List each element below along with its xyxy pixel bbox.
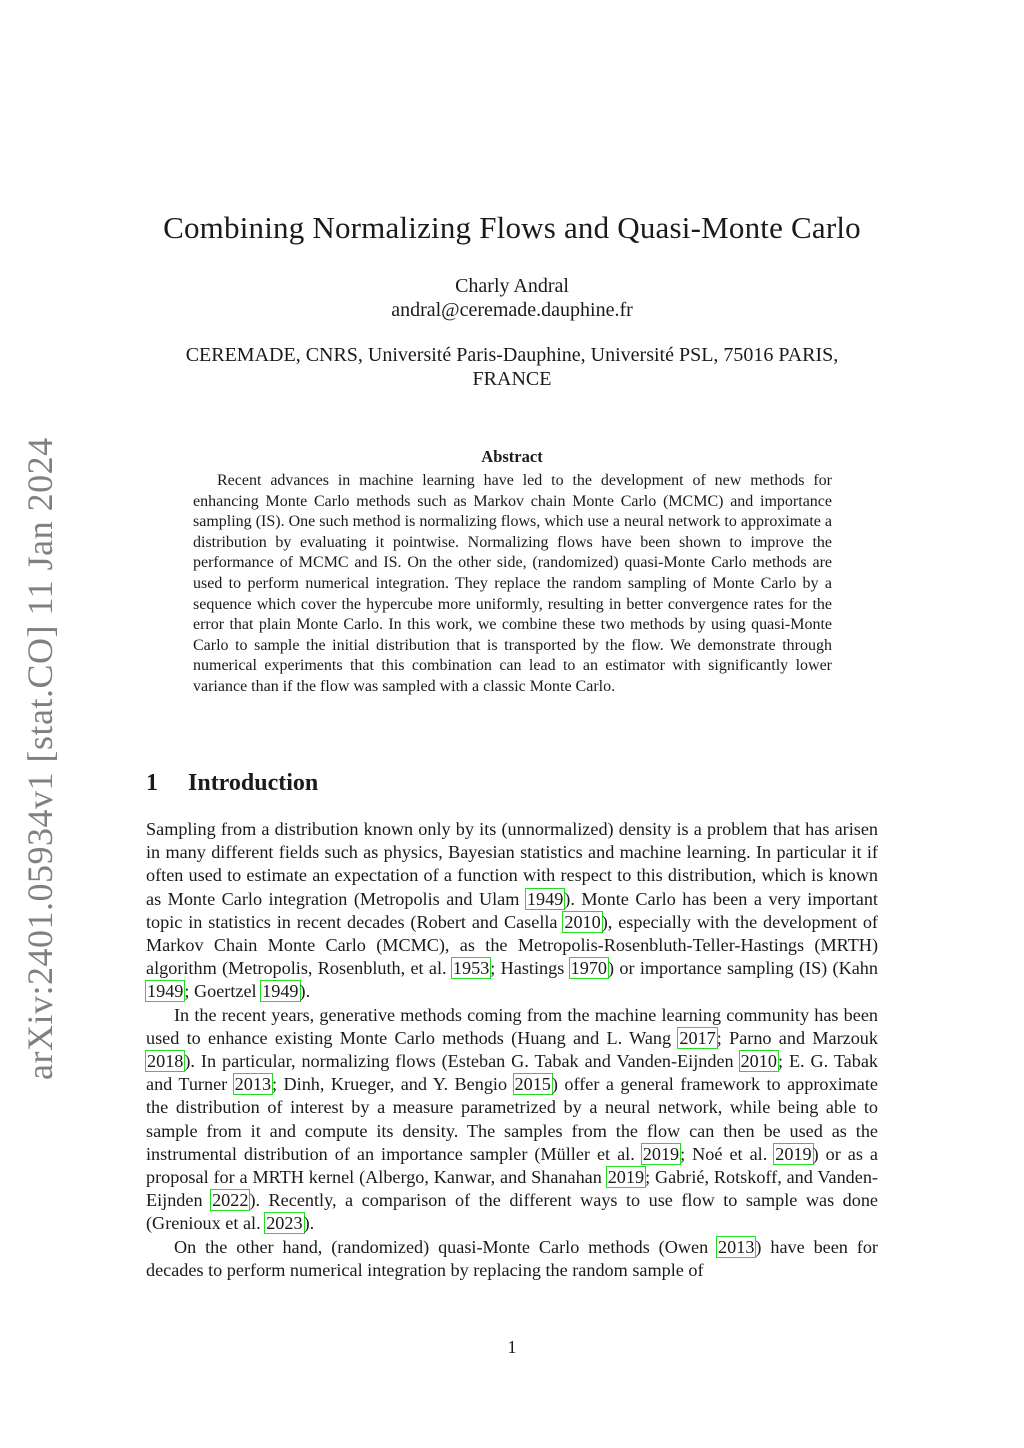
author-email[interactable]: andral@ceremade.dauphine.fr [391,299,633,321]
paragraph: On the other hand, (randomized) quasi-Monte Carlo methods (Owen 2013) have been for decades to perform numerical integration by replacing the random sample of [146,1236,878,1280]
citation-link[interactable]: 1949 [262,981,299,1002]
author-affiliation: CEREMADE, CNRS, Université Paris-Dauphine, Université PSL, 75016 PARIS, FRANCE [185,344,839,390]
citation-link[interactable]: 2010 [564,911,601,932]
citation-link[interactable]: 2023 [266,1213,303,1234]
citation-link[interactable]: 2010 [740,1051,777,1072]
citation-link[interactable]: 1949 [526,888,564,909]
citation-link[interactable]: 2015 [514,1074,551,1095]
citation-link[interactable]: 2022 [212,1190,249,1211]
citation-link[interactable]: 2019 [607,1167,645,1188]
introduction-body [146,818,878,1282]
paper-title: Combining Normalizing Flows and Quasi-Monte Carlo [163,210,861,245]
paragraph: Sampling from a distribution known only by its (unnormalized) density is a problem that has arisen in many different fields such as physics, Bayesian statistics and machine learning. In particular it if often used to estimate an expectation of a function with respect to this distribution, which is known as Monte Carlo integration (Metropolis and Ulam 1949). Monte Carlo has been a very important topic in statistics in recent decades (Robert and Casella 2010), especially with the development of Markov Chain Monte Carlo (MCMC), as the Metropolis-Rosenbluth-Teller-Hastings (MRTH) algorithm (Metropolis, Rosenbluth, et al. 1953; Hastings 1970) or importance sampling (IS) (Kahn 1949; Goertzel 1949). [146,819,878,1002]
citation-link[interactable]: 2018 [147,1051,184,1072]
paragraph: In the recent years, generative methods coming from the machine learning community has been used to enhance existing Monte Carlo methods (Huang and L. Wang 2017; Parno and Marzouk 2018). In particular, normalizing flows (Esteban G. Tabak and Vanden-Eijnden 2010; E. G. Tabak and Turner 2013; Dinh, Krueger, and Y. Bengio 2015) offer a general framework to approximate the distribution of interest by a measure parametrized by a neural network, while being able to sample from it and compute its density. The samples from the flow can then be used as the instrumental distribution of an importance sampler (Müller et al. 2019; Noé et al. 2019) or as a proposal for a MRTH kernel (Albergo, Kanwar, and Shanahan 2019; Gabrié, Rotskoff, and Vanden-Eijnden 2022). Recently, a comparison of the different ways to use flow to sample was done (Grenioux et al. 2023). [146,1004,879,1234]
citation-link[interactable]: 2019 [775,1143,812,1164]
abstract-heading: Abstract [481,447,543,466]
section-number: 1 [146,770,158,796]
citation-link[interactable]: 1953 [452,958,490,979]
citation-link[interactable]: 2013 [718,1236,755,1257]
author-name: Charly Andral [455,275,569,297]
section-heading [146,770,318,797]
citation-link[interactable]: 2019 [642,1143,680,1164]
page-number: 1 [507,1337,517,1357]
arxiv-identifier-stamp[interactable]: arXiv:2401.05934v1 [stat.CO] 11 Jan 2024 [20,437,60,1080]
abstract-body: Recent advances in machine learning have led to the development of new methods for enhancing Monte Carlo methods such as Markov chain Monte Carlo (MCMC) and importance sampling (IS). One such method is normalizing flows, which use a neural network to approximate a distribution by evaluating it pointwise. Normalizing flows have been shown to improve the performance of MCMC and IS. On the other side, (randomized) quasi-Monte Carlo methods are used to perform numerical integration. They replace the random sampling of Monte Carlo by a sequence which cover the hypercube more uniformly, resulting in better convergence rates for the error that plain Monte Carlo. In this work, we combine these two methods by using quasi-Monte Carlo to sample the initial distribution that is transported by the flow. We demonstrate through numerical experiments that this combination can lead to an estimator with significantly lower variance than if the flow was sampled with a classic Monte Carlo. [193,472,832,695]
citation-link[interactable]: 2013 [234,1074,272,1095]
citation-link[interactable]: 1970 [570,958,607,979]
citation-link[interactable]: 2017 [679,1027,716,1048]
citation-link[interactable]: 1949 [147,981,184,1002]
section-title: Introduction [188,770,319,796]
